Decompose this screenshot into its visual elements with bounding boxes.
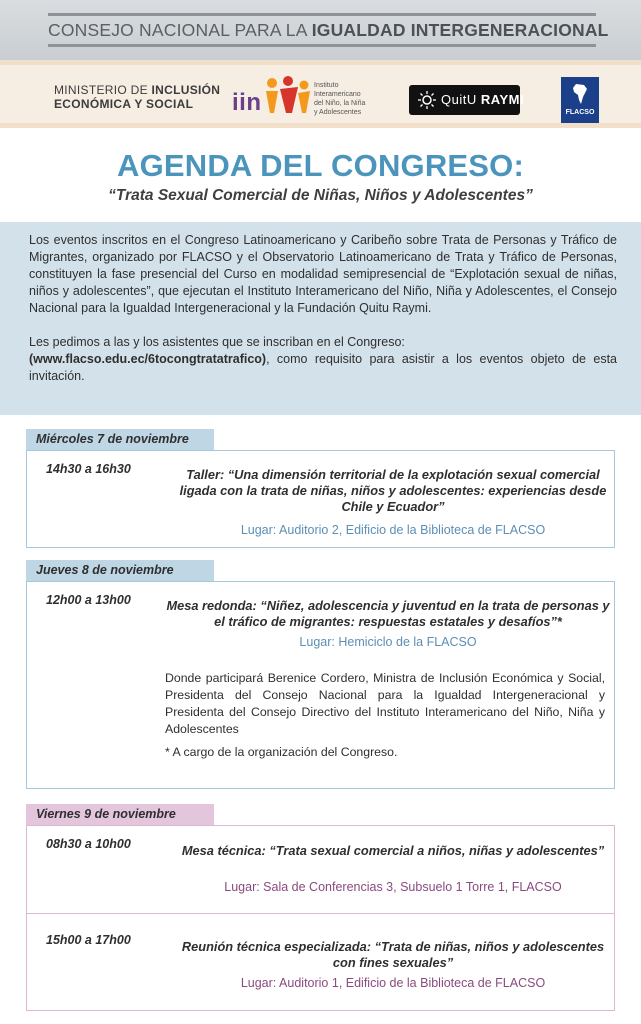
iin-caption-line: del Niño, la Niña <box>314 100 366 107</box>
page-subtitle: “Trata Sexual Comercial de Niñas, Niños y Adolescentes” <box>108 187 533 204</box>
congress-url-link[interactable]: (www.flacso.edu.ec/6tocongtratatrafico) <box>29 352 267 366</box>
sun-icon <box>417 90 437 110</box>
event-time: 14h30 a 16h30 <box>46 462 131 476</box>
iin-caption <box>314 81 365 117</box>
iin-figures-icon <box>264 75 312 115</box>
iin-caption-line: Interamericano <box>314 91 361 98</box>
intro-paragraph: Los eventos inscritos en el Congreso Latinoamericano y Caribeño sobre Trata de Personas y Tráfico de Migrantes, organizado por FLACSO y el Observatorio Latinoamericano de Trata y Tráfico de Personas, constituyen la fase presencial del Curso en modalidad semipresencial de “Explotación sexual de niñas, niños y adolescentes”, que ejecutan el Instituto Interamericano del Niño, Niña y Adolescentes, el Consejo Nacional para la Igualdad Intergeneracional y la Fundación Quitu Raymi. <box>29 233 617 315</box>
event-time: 08h30 a 10h00 <box>46 837 131 851</box>
day-label-wednesday: Miércoles 7 de noviembre <box>26 429 214 450</box>
intro-paragraph <box>29 334 617 385</box>
event-place: Lugar: Auditorio 2, Edificio de la Biblioteca de FLACSO <box>240 523 546 537</box>
council-banner <box>0 0 641 60</box>
row-divider <box>27 913 614 914</box>
ministerio-logo <box>54 83 220 111</box>
ministerio-line1-bold: INCLUSIÓN <box>151 83 221 97</box>
day-label-friday: Viernes 9 de noviembre <box>26 804 214 825</box>
event-note: Donde participará Berenice Cordero, Ministra de Inclusión Económica y Social, Presidenta del Consejo Nacional para la Igualdad Intergeneracional y Presidenta del Consejo Directivo del Instituto Interamericano del Niño, Niña y Adolescentes <box>165 671 605 736</box>
intro-tail: , como requisito para asistir a los eventos objeto de esta invitación. <box>29 352 617 383</box>
iin-logo <box>232 75 412 119</box>
council-title-light: CONSEJO NACIONAL PARA LA <box>48 20 307 40</box>
event-title: Reunión técnica especializada: “Trata de niñas, niños y adolescentes con fines sexuales” <box>181 939 605 970</box>
quitu-raymi-text <box>441 92 524 107</box>
flacso-text: FLACSO <box>565 109 595 116</box>
event-place: Lugar: Sala de Conferencias 3, Subsuelo 1 Torre 1, FLACSO <box>224 880 562 894</box>
banner-rule-bottom <box>48 44 596 47</box>
day-box-thursday <box>26 581 615 789</box>
quitu-raymi-logo <box>409 85 525 115</box>
intro-lead: Les pedimos a las y los asistentes que se inscriban en el Congreso: <box>29 335 405 349</box>
event-place: Lugar: Hemiciclo de la FLACSO <box>299 635 477 649</box>
iin-abbr: iin <box>232 89 262 116</box>
iin-caption-line: y Adolescentes <box>314 109 362 116</box>
event-footnote: * A cargo de la organización del Congreso. <box>165 745 398 759</box>
day-box-wednesday <box>26 450 615 548</box>
quitu-bold: RAYMI <box>480 92 525 107</box>
map-icon <box>570 83 590 105</box>
intro-panel <box>0 222 641 415</box>
day-label-thursday: Jueves 8 de noviembre <box>26 560 214 581</box>
event-time: 15h00 a 17h00 <box>46 933 131 947</box>
council-title-bold: IGUALDAD INTERGENERACIONAL <box>311 20 609 40</box>
event-title: Mesa técnica: “Trata sexual comercial a niños, niñas y adolescentes” <box>181 843 605 858</box>
iin-caption-line: Instituto <box>314 82 339 89</box>
event-title: Mesa redonda: “Niñez, adolescencia y juventud en la trata de personas y el tráfico de migrantes: respuestas estatales y desafíos”* <box>166 598 610 629</box>
day-box-friday <box>26 825 615 1011</box>
logo-strip <box>0 60 641 128</box>
flacso-logo <box>561 77 599 123</box>
banner-rule-top <box>48 13 596 16</box>
ministerio-line1-light: MINISTERIO DE <box>54 83 148 97</box>
council-title <box>48 17 609 43</box>
page-title: AGENDA DEL CONGRESO: <box>116 148 525 183</box>
event-time: 12h00 a 13h00 <box>46 593 131 607</box>
event-title: Taller: “Una dimensión territorial de la explotación sexual comercial ligada con la trata de niñas, niños y adolescentes: experiencias desde Chile y Ecuador” <box>179 467 607 514</box>
event-place: Lugar: Auditorio 1, Edificio de la Biblioteca de FLACSO <box>240 976 546 990</box>
ministerio-line2: ECONÓMICA Y SOCIAL <box>54 97 194 111</box>
intro-text <box>29 232 617 385</box>
quitu-light: QuitU <box>441 92 477 107</box>
